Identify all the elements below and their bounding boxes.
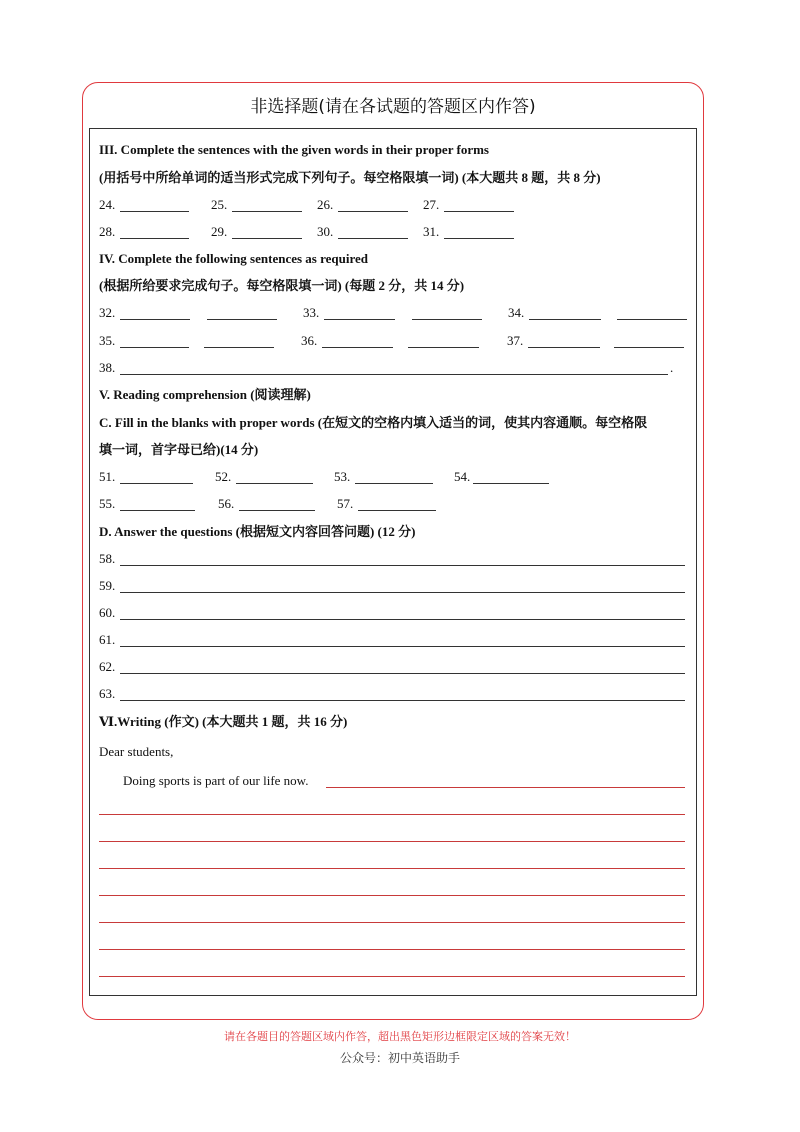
item-56-blank[interactable] [239, 510, 315, 511]
item-61-answer-line[interactable] [120, 646, 685, 647]
item-24-blank[interactable] [120, 211, 189, 212]
item-59-answer-line[interactable] [120, 592, 685, 593]
item-37-blank-2[interactable] [614, 347, 684, 348]
item-57-blank[interactable] [358, 510, 436, 511]
writing-line-7[interactable] [99, 949, 685, 950]
item-62-answer-line[interactable] [120, 673, 685, 674]
item-28-blank[interactable] [120, 238, 189, 239]
writing-line-6[interactable] [99, 922, 685, 923]
item-32-blank-2[interactable] [207, 319, 277, 320]
section5-heading: V. Reading comprehension (阅读理解) [99, 387, 311, 402]
item-27-number: 27. [423, 197, 440, 212]
item-29-blank[interactable] [232, 238, 302, 239]
item-63-number: 63. [99, 686, 116, 701]
item-36-blank-2[interactable] [408, 347, 479, 348]
writing-opening-sentence: Doing sports is part of our life now. [123, 773, 309, 788]
section3-instruction: (用括号中所给单词的适当形式完成下列句子。每空格限填一词) (本大题共 8 题，共 8 分) [99, 170, 601, 185]
item-56-number: 56. [218, 496, 235, 511]
item-51-number: 51. [99, 469, 116, 484]
item-38-blank[interactable] [120, 374, 668, 375]
item-61-number: 61. [99, 632, 116, 647]
item-33-blank-1[interactable] [324, 319, 395, 320]
item-34-number: 34. [508, 305, 525, 320]
item-26-number: 26. [317, 197, 334, 212]
item-36-number: 36. [301, 333, 318, 348]
item-37-blank-1[interactable] [528, 347, 600, 348]
item-25-number: 25. [211, 197, 228, 212]
item-53-number: 53. [334, 469, 351, 484]
item-53-blank[interactable] [355, 483, 433, 484]
footer-account: 公众号：初中英语助手 [339, 1051, 460, 1065]
item-60-answer-line[interactable] [120, 619, 685, 620]
item-59-number: 59. [99, 578, 116, 593]
item-51-blank[interactable] [120, 483, 193, 484]
item-24-number: 24. [99, 197, 116, 212]
item-38-period: . [670, 360, 674, 375]
item-31-number: 31. [423, 224, 440, 239]
item-31-blank[interactable] [444, 238, 514, 239]
item-54-blank[interactable] [473, 483, 549, 484]
item-34-blank-1[interactable] [529, 319, 601, 320]
letter-greeting: Dear students, [99, 744, 174, 759]
item-58-answer-line[interactable] [120, 565, 685, 566]
item-33-number: 33. [303, 305, 320, 320]
writing-line-4[interactable] [99, 868, 685, 869]
item-28-number: 28. [99, 224, 116, 239]
section3-heading: III. Complete the sentences with the given words in their proper forms [99, 142, 489, 157]
item-25-blank[interactable] [232, 211, 302, 212]
writing-line-2[interactable] [99, 814, 685, 815]
item-36-blank-1[interactable] [322, 347, 393, 348]
item-60-number: 60. [99, 605, 116, 620]
item-57-number: 57. [337, 496, 354, 511]
sheet-title: 非选择题(请在各试题的答题区内作答) [250, 97, 536, 117]
item-37-number: 37. [507, 333, 524, 348]
part-c-heading-line1: C. Fill in the blanks with proper words (在短文的空格内填入适当的词，使其内容通顺。每空格限 [99, 415, 648, 430]
item-35-blank-2[interactable] [204, 347, 274, 348]
item-58-number: 58. [99, 551, 116, 566]
section4-instruction: (根据所给要求完成句子。每空格限填一词) (每题 2 分，共 14 分) [99, 278, 465, 293]
writing-line-8[interactable] [99, 976, 685, 977]
item-35-blank-1[interactable] [120, 347, 189, 348]
item-34-blank-2[interactable] [617, 319, 687, 320]
item-30-number: 30. [317, 224, 334, 239]
part-d-heading: D. Answer the questions (根据短文内容回答问题) (12 分) [99, 524, 416, 539]
item-55-number: 55. [99, 496, 116, 511]
item-35-number: 35. [99, 333, 116, 348]
footer-warning: 请在各题目的答题区域内作答，超出黑色矩形边框限定区域的答案无效！ [224, 1030, 576, 1043]
item-55-blank[interactable] [120, 510, 195, 511]
writing-line-1[interactable] [326, 787, 685, 788]
item-38-number: 38. [99, 360, 116, 375]
item-62-number: 62. [99, 659, 116, 674]
item-29-number: 29. [211, 224, 228, 239]
item-26-blank[interactable] [338, 211, 408, 212]
item-30-blank[interactable] [338, 238, 408, 239]
item-32-number: 32. [99, 305, 116, 320]
section4-heading: IV. Complete the following sentences as required [99, 251, 369, 266]
item-52-number: 52. [215, 469, 232, 484]
item-33-blank-2[interactable] [412, 319, 482, 320]
item-27-blank[interactable] [444, 211, 514, 212]
item-52-blank[interactable] [236, 483, 313, 484]
item-63-answer-line[interactable] [120, 700, 685, 701]
section6-heading: Ⅵ.Writing (作文) (本大题共 1 题，共 16 分) [99, 714, 348, 729]
writing-line-3[interactable] [99, 841, 685, 842]
part-c-heading-line2: 填一词，首字母已给)(14 分) [99, 442, 259, 457]
item-32-blank-1[interactable] [120, 319, 190, 320]
writing-line-5[interactable] [99, 895, 685, 896]
item-54-number: 54. [454, 469, 471, 484]
